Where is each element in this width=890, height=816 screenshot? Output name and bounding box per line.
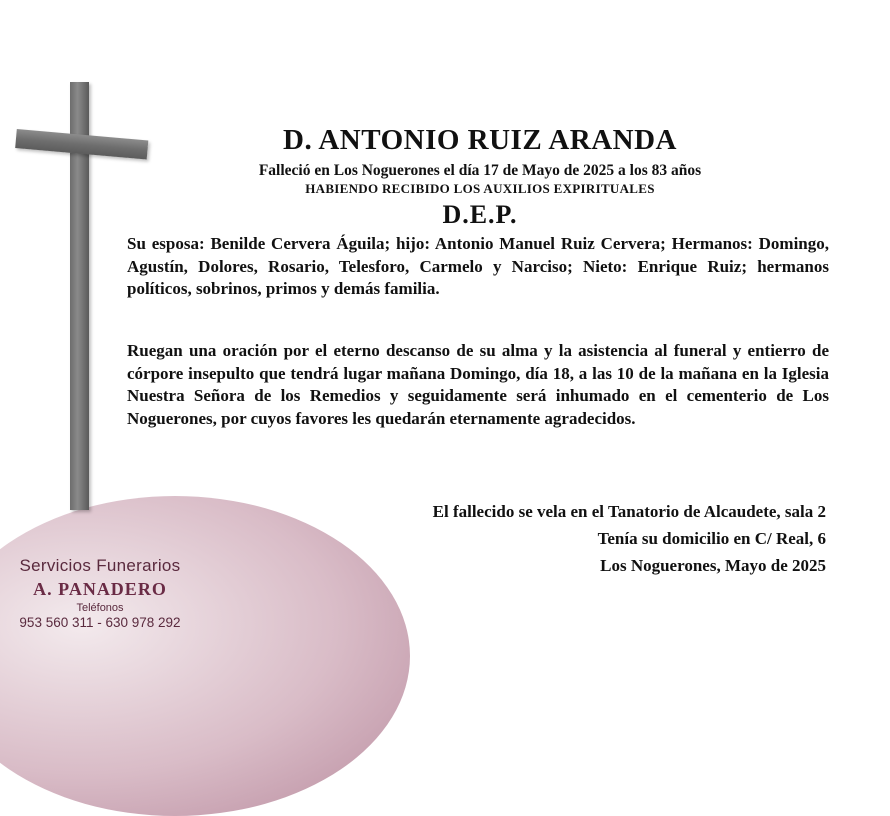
company-name: A. PANADERO (33, 579, 167, 599)
deceased-name: D. ANTONIO RUIZ ARANDA (283, 124, 677, 156)
place-and-date: Los Noguerones, Mayo de 2025 (600, 556, 826, 575)
service-label: Servicios Funerarios (19, 556, 181, 575)
family-paragraph: Su esposa: Benilde Cervera Águila; hijo: Antonio Manuel Ruiz Cervera; Hermanos: Domingo, Agustín, Dolores, Rosario, Telesforo, Carmelo y Narciso; Nieto: Enrique Ruiz; hermanos políticos, sobrinos, primos y demás familia. (127, 234, 829, 299)
prayer-paragraph: Ruegan una oración por el eterno descanso de su alma y la asistencia al funeral y entierro de córpore insepulto que tendrá lugar mañana Domingo, día 18, a las 10 de la mañana en la Iglesia Nuestra Señora de los Remedios y seguidamente será inhumado en el cementerio de Los Noguerones, por cuyos favores les quedarán eternamente agradecidos. (127, 341, 829, 428)
home-address: Tenía su domicilio en C/ Real, 6 (597, 529, 826, 548)
phone-label: Teléfonos (76, 602, 124, 614)
funeral-home-block (0, 556, 200, 630)
wake-location: El fallecido se vela en el Tanatorio de Alcaudete, sala 2 (432, 502, 826, 521)
rip-heading: D.E.P. (442, 200, 518, 229)
death-details: Falleció en Los Noguerones el día 17 de Mayo de 2025 a los 83 años (258, 162, 702, 179)
decorative-curve-background (0, 496, 410, 816)
phone-numbers: 953 560 311 - 630 978 292 (19, 615, 181, 630)
last-rites-line: HABIENDO RECIBIDO LOS AUXILIOS EXPIRITUALES (305, 181, 655, 196)
